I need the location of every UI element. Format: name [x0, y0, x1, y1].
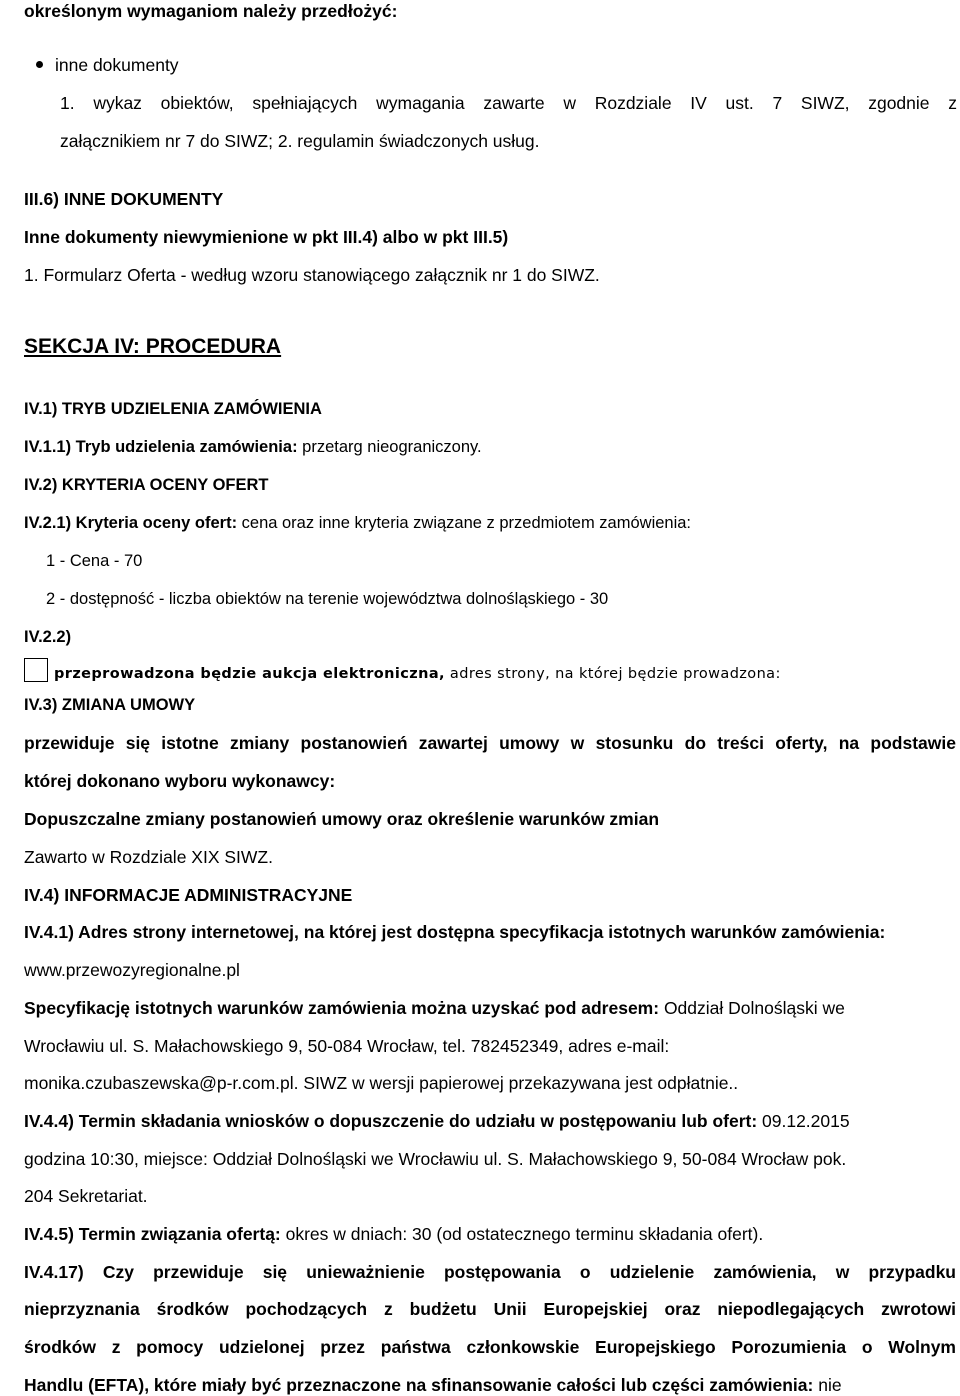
spec-label: Specyfikację istotnych warunków zamówienia można uzyskać pod adresem: [24, 998, 660, 1018]
iv4-4-line-2: godzina 10:30, miejsce: Oddział Dolnośląski we Wrocławiu ul. S. Małachowskiego 9, 50-084 Wrocław pok. [24, 1149, 847, 1169]
auction-checkbox[interactable] [24, 658, 48, 682]
iv4-5-value: okres w dniach: 30 (od ostatecznego terminu składania ofert). [280, 1224, 764, 1244]
iv3-changes-text: Zawarto w Rozdziale XIX SIWZ. [24, 847, 273, 867]
section-iii6-title: III.6) INNE DOKUMENTY [24, 189, 224, 209]
iv1-1-value: przetarg nieograniczony. [297, 438, 482, 456]
other-docs-line-1: 1. wykaz obiektów, spełniających wymagania zawarte w Rozdziale IV ust. 7 SIWZ, zgodnie z [60, 93, 957, 113]
auction-line [24, 661, 781, 685]
iv2-1-label: IV.2.1) Kryteria oceny ofert: [24, 514, 238, 532]
iv1-1-label: IV.1.1) Tryb udzielenia zamówienia: [24, 438, 298, 456]
spec-address-line-1 [24, 997, 845, 1019]
bullet-icon [36, 61, 43, 68]
iv4-4-line-3: 204 Sekretariat. [24, 1186, 148, 1206]
bullet-list-item [36, 54, 179, 76]
iv3-question-line-2: której dokonano wyboru wykonawcy: [24, 771, 336, 791]
iv4-17-line-4 [24, 1374, 842, 1396]
bullet-text: inne dokumenty [55, 55, 179, 75]
iv2-1-value: cena oraz inne kryteria związane z przedmiotem zamówienia: [237, 514, 692, 532]
iv4-17-line-1: IV.4.17) Czy przewiduje się unieważnienie postępowania o udzielenie zamówienia, w przypadku [24, 1262, 956, 1282]
iv1-1-line [24, 436, 482, 458]
iv1-title: IV.1) TRYB UDZIELENIA ZAMÓWIENIA [24, 400, 322, 418]
iv4-4-label: IV.4.4) Termin składania wniosków o dopuszczenie do udziału w postępowaniu lub ofert: [24, 1111, 758, 1131]
iv2-2-label: IV.2.2) [24, 628, 72, 646]
auction-bold: przeprowadzona będzie aukcja elektroniczna, [54, 666, 445, 682]
other-docs-line-2: załącznikiem nr 7 do SIWZ; 2. regulamin świadczonych usług. [60, 131, 540, 151]
spec-value: Oddział Dolnośląski we [659, 998, 845, 1018]
iv4-5-line [24, 1223, 763, 1245]
iv2-1-line [24, 512, 691, 534]
section-iii6-subtitle: Inne dokumenty niewymienione w pkt III.4) albo w pkt III.5) [24, 227, 509, 247]
intro-heading: określonym wymaganiom należy przedłożyć: [24, 1, 398, 21]
auction-text: adres strony, na której będzie prowadzona: [444, 666, 781, 682]
section-iii6-item: 1. Formularz Oferta - według wzoru stanowiącego załącznik nr 1 do SIWZ. [24, 265, 600, 285]
iv4-title: IV.4) INFORMACJE ADMINISTRACYJNE [24, 885, 353, 905]
spec-address-line-3: monika.czubaszewska@p-r.com.pl. SIWZ w wersji papierowej przekazywana jest odpłatnie.. [24, 1073, 739, 1093]
iv4-1-url[interactable]: www.przewozyregionalne.pl [24, 960, 240, 980]
iv3-title: IV.3) ZMIANA UMOWY [24, 696, 196, 714]
iv4-4-line-1 [24, 1110, 850, 1132]
iv3-changes-title: Dopuszczalne zmiany postanowień umowy oraz określenie warunków zmian [24, 809, 660, 829]
spec-address-line-2: Wrocławiu ul. S. Małachowskiego 9, 50-084 Wrocław, tel. 782452349, adres e-mail: [24, 1036, 670, 1056]
iv3-question-line-1: przewiduje się istotne zmiany postanowień zawartej umowy w stosunku do treści oferty, na podstawie [24, 733, 956, 753]
criterion-2: 2 - dostępność - liczba obiektów na terenie województwa dolnośląskiego - 30 [46, 590, 609, 608]
iv4-17-line-4-value: nie [813, 1375, 842, 1395]
iv2-title: IV.2) KRYTERIA OCENY OFERT [24, 476, 269, 494]
iv4-5-label: IV.4.5) Termin związania ofertą: [24, 1224, 281, 1244]
iv4-4-value: 09.12.2015 [757, 1111, 850, 1131]
iv4-17-line-2: nieprzyznania środków pochodzących z budżetu Unii Europejskiej oraz niepodlegających zwrotowi [24, 1299, 956, 1319]
section-iv-heading: SEKCJA IV: PROCEDURA [24, 335, 282, 358]
criterion-1: 1 - Cena - 70 [46, 552, 143, 570]
iv4-17-line-4-bold: Handlu (EFTA), które miały być przeznaczone na sfinansowanie całości lub części zamówienia: [24, 1375, 814, 1395]
iv4-1-label: IV.4.1) Adres strony internetowej, na której jest dostępna specyfikacja istotnych warunków zamówienia: [24, 922, 886, 942]
iv4-17-line-3: środków z pomocy udzielonej przez państwa członkowskie Europejskiego Porozumienia o Wolnym [24, 1337, 956, 1357]
